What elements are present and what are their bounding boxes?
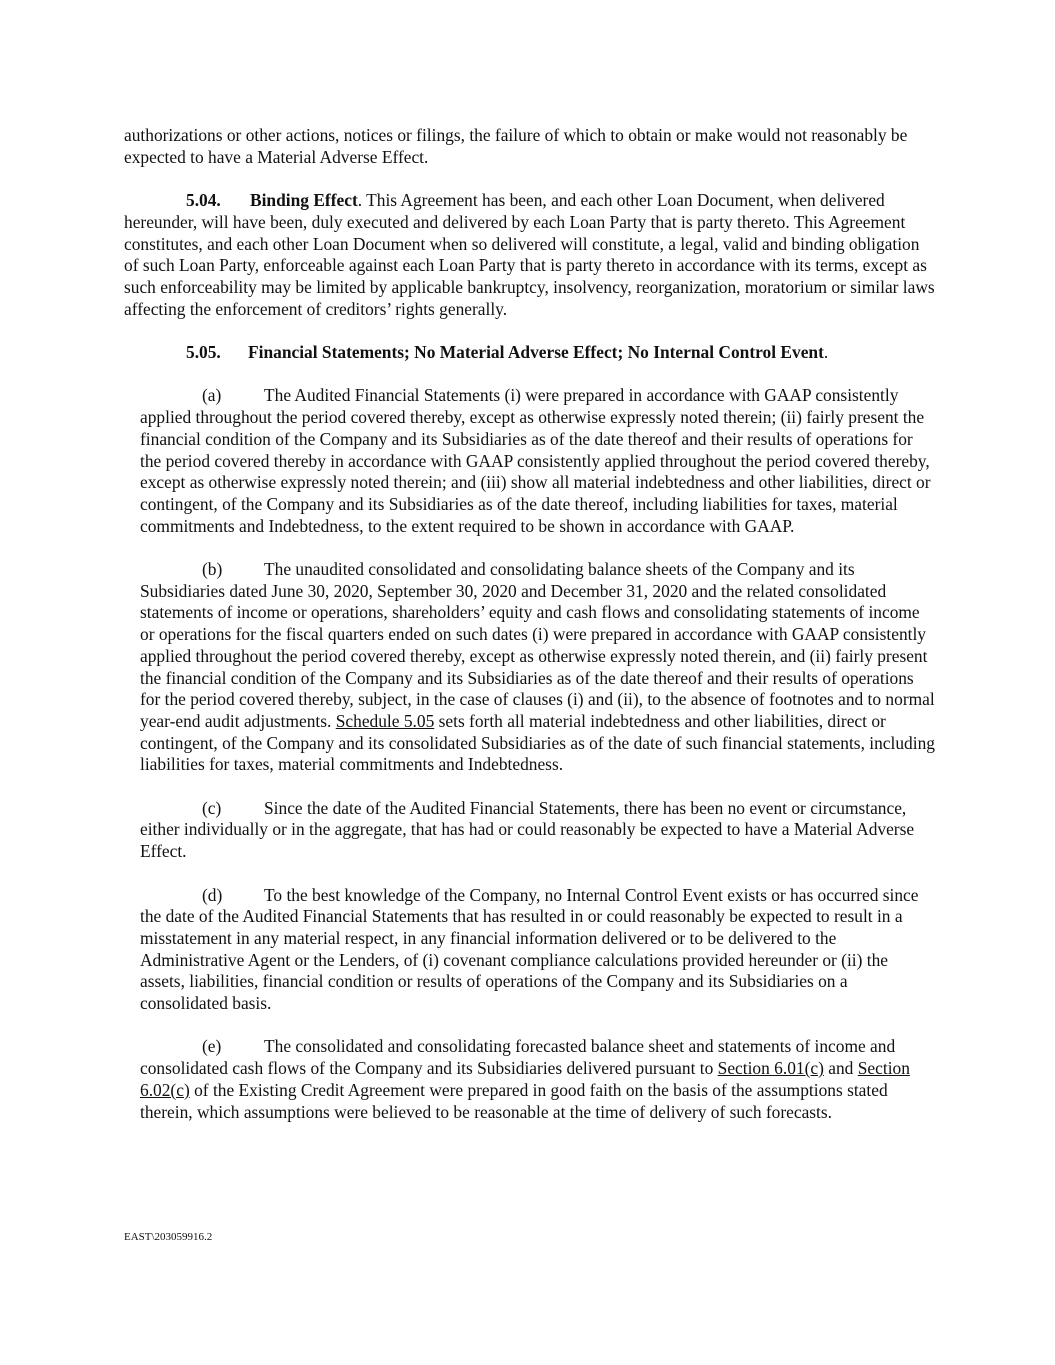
clause-label: (d) (202, 884, 223, 905)
section-ref-6-02c: Section 6.02(c) (140, 1058, 910, 1100)
schedule-link: Schedule 5.05 (335, 710, 435, 731)
section-5-04: 5.04. Binding Effect. This Agreement has been, and each other Loan Document, when delivered hereunder, will have been, duly executed and delivered by each Loan Party that is party thereto. This Agreement constitutes, and each other Loan Document when so delivered will constitute, a legal, valid and binding obligation of such Loan Party, enforceable against each Loan Party that is party thereto in accordance with its terms, except as such enforceability may be limited by applicable bankruptcy, insolvency, reorganization, moratorium or similar laws affecting the enforcement of creditors’ rights generally. (124, 190, 935, 319)
clause-d (124, 885, 936, 1015)
section-number: 5.04. (186, 190, 221, 211)
clause-c (124, 798, 936, 863)
document-page (124, 125, 936, 1123)
clause-and: and (828, 1058, 854, 1079)
top-paragraph: authorizations or other actions, notices or filings, the failure of which to obtain or make would not reasonably be expected to have a Material Adverse Effect. (124, 125, 908, 167)
clause-text-cont: sets forth all material indebtedness and other liabilities, direct or contingent, of the Company and its consolidated Subsidiaries as of the date of such financial statements, including liabilities for taxes, material commitments and Indebtedness. (140, 710, 935, 775)
document-footer-id: EAST\203059916.2 (124, 1231, 213, 1243)
clause-text: The consolidated and consolidating forecasted balance sheet and statements of income and consolidated cash flows of the Company and its Subsidiaries delivered pursuant to (140, 1036, 896, 1079)
section-5-05-heading: 5.05. Financial Statements; No Material Adverse Effect; No Internal Control Event. (186, 342, 829, 362)
clause-text-cont: of the Existing Credit Agreement were prepared in good faith on the basis of the assumptions stated therein, which assumptions were believed to be reasonable at the time of delivery of such forecasts. (140, 1079, 888, 1122)
section-text: This Agreement has been, and each other Loan Document, when delivered hereunder, will have been, duly executed and delivered by each Loan Party that is party thereto. This Agreement constitutes, and each other Loan Document when so delivered will constitute, a legal, valid and binding obligation of such Loan Party, enforceable against each Loan Party that is party thereto in accordance with its terms, except as such enforceability may be limited by applicable bankruptcy, insolvency, reorganization, moratorium or similar laws affecting the enforcement of creditors’ rights generally. (124, 190, 935, 319)
section-number: 5.05. (186, 342, 221, 362)
section-heading: Financial Statements; No Material Adverse Effect; No Internal Control Event (248, 342, 824, 362)
clause-text: The unaudited consolidated and consolidating balance sheets of the Company and its Subsidiaries dated June 30, 2020, September 30, 2020 and December 31, 2020 and the related consolidated statements of income or operations, shareholders’ equity and cash flows and consolidating statements of income or operations for the fiscal quarters ended on such dates (i) were prepared in accordance with GAAP consistently applied throughout the period covered thereby, except as otherwise expressly noted therein, and (ii) fairly present the financial condition of the Company and its Subsidiaries as of the date thereof and their results of operations for the period covered thereby, subject, in the case of clauses (i) and (ii), to the absence of footnotes and to normal year-end audit adjustments. (140, 559, 935, 731)
clause-text: Since the date of the Audited Financial Statements, there has been no event or circumstance, either individually or in the aggregate, that has had or could reasonably be expected to have a Material Adverse Effect. (140, 797, 915, 862)
clause-label: (b) (202, 559, 223, 579)
section-heading: Binding Effect (250, 190, 358, 211)
clause-a (124, 385, 936, 537)
clause-label: (c) (202, 797, 222, 818)
clause-b (124, 559, 936, 776)
clause-label: (a) (202, 385, 222, 406)
clause-text: To the best knowledge of the Company, no Internal Control Event exists or has occurred since the date of the Audited Financial Statements that has resulted in or could reasonably be expected to result in a misstatement in any material respect, in any financial information delivered or to be delivered to the Administrative Agent or the Lenders, of (i) covenant compliance calculations provided hereunder or (ii) the assets, liabilities, financial condition or results of operations of the Company and its Subsidiaries on a consolidated basis. (140, 884, 919, 1014)
clause-e (124, 1036, 936, 1123)
section-ref-6-01c: Section 6.01(c) (717, 1058, 824, 1079)
clause-text: The Audited Financial Statements (i) were prepared in accordance with GAAP consistently applied throughout the period covered thereby, except as otherwise expressly noted therein; (ii) fairly present the financial condition of the Company and its Subsidiaries as of the date thereof and their results of operations for the period covered thereby in accordance with GAAP consistently applied throughout the period covered thereby, except as otherwise expressly noted therein; and (iii) show all material indebtedness and other liabilities, direct or contingent, of the Company and its Subsidiaries as of the date thereof, including liabilities for taxes, material commitments and Indebtedness, to the extent required to be shown in accordance with GAAP. (140, 385, 931, 536)
clause-label: (e) (202, 1036, 222, 1057)
